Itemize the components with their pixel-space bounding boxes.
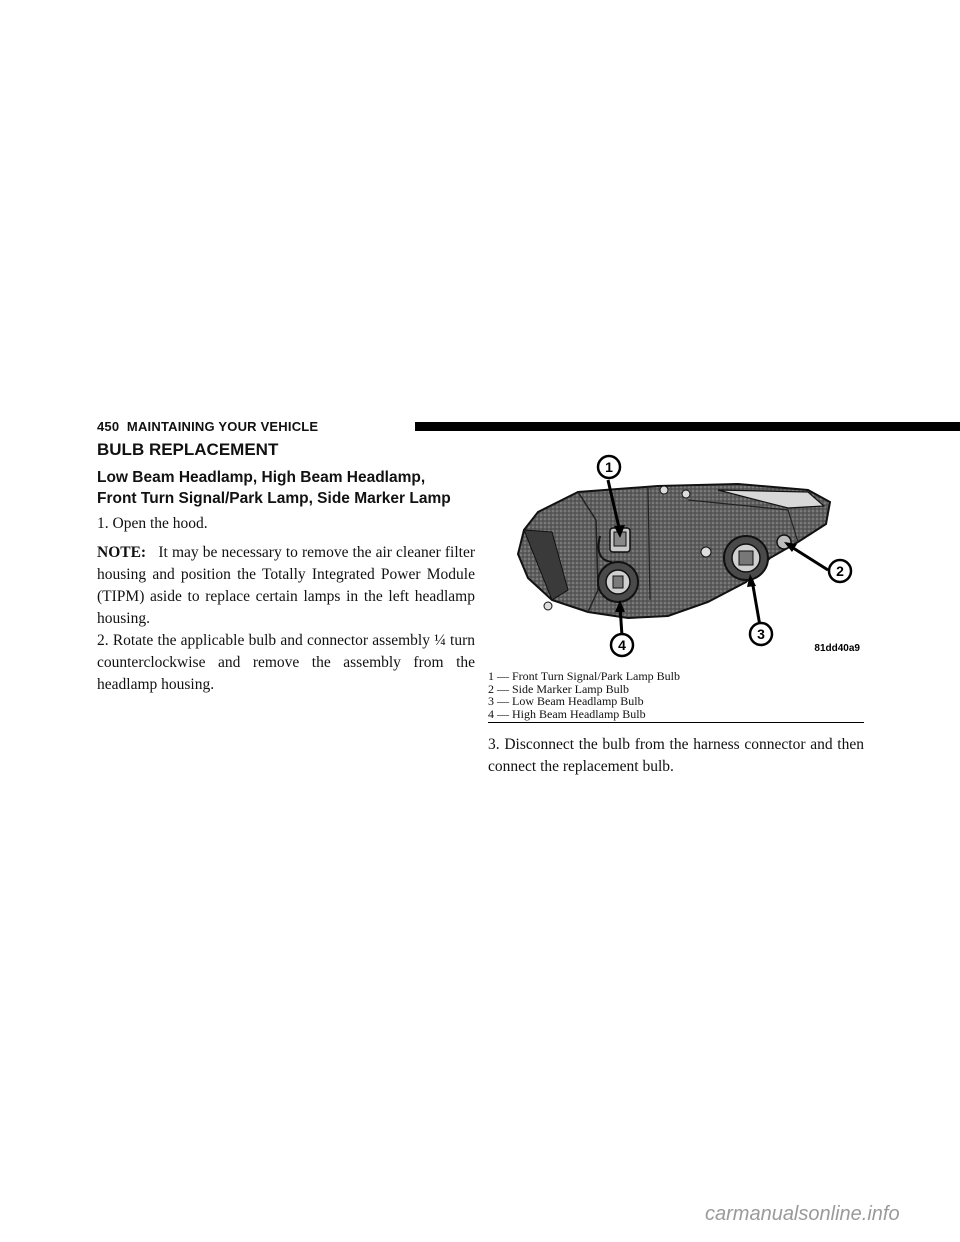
header-text: 450 MAINTAINING YOUR VEHICLE — [97, 419, 319, 434]
caption-line: 1 — Front Turn Signal/Park Lamp Bulb — [488, 669, 681, 683]
caption-line: 3 — Low Beam Headlamp Bulb — [488, 694, 644, 708]
page-header — [97, 418, 863, 436]
caption-line: 2 — Side Marker Lamp Bulb — [488, 681, 629, 696]
figure-caption — [488, 670, 864, 723]
header-rule — [415, 422, 960, 431]
section-title: BULB REPLACEMENT — [97, 440, 279, 459]
step-3: 3. Disconnect the bulb from the harness connector and then connect the replacement bulb. — [488, 736, 864, 775]
figure-code: 81dd40a9 — [814, 643, 860, 654]
headlamp-illustration — [488, 450, 864, 662]
caption-line: 4 — High Beam Headlamp Bulb — [488, 706, 646, 721]
callout-2 — [829, 560, 851, 582]
callout-3 — [750, 623, 772, 645]
svg-text:2: 2 — [836, 563, 844, 579]
note-label: NOTE: — [97, 544, 147, 561]
svg-text:3: 3 — [757, 626, 765, 642]
subsection-title: Low Beam Headlamp, High Beam Headlamp, Front Turn Signal/Park Lamp, Side Marker Lamp — [97, 469, 451, 507]
note-text: It may be necessary to remove the air cleaner filter housing and position the Totally Integrated Power Module (TIPM) aside to replace certain lamps in the left headlamp housing. — [97, 544, 475, 627]
callout-1 — [598, 456, 620, 478]
svg-text:1: 1 — [605, 459, 613, 475]
callout-4 — [611, 634, 633, 656]
footer-watermark: carmanualsonline.info — [705, 1203, 900, 1225]
step-2: 2. Rotate the applicable bulb and connector assembly ¼ turn counterclockwise and remove the assembly from the headlamp housing. — [97, 632, 475, 693]
step-1: 1. Open the hood. — [97, 515, 208, 532]
svg-text:4: 4 — [618, 637, 626, 653]
note-paragraph — [97, 542, 475, 630]
